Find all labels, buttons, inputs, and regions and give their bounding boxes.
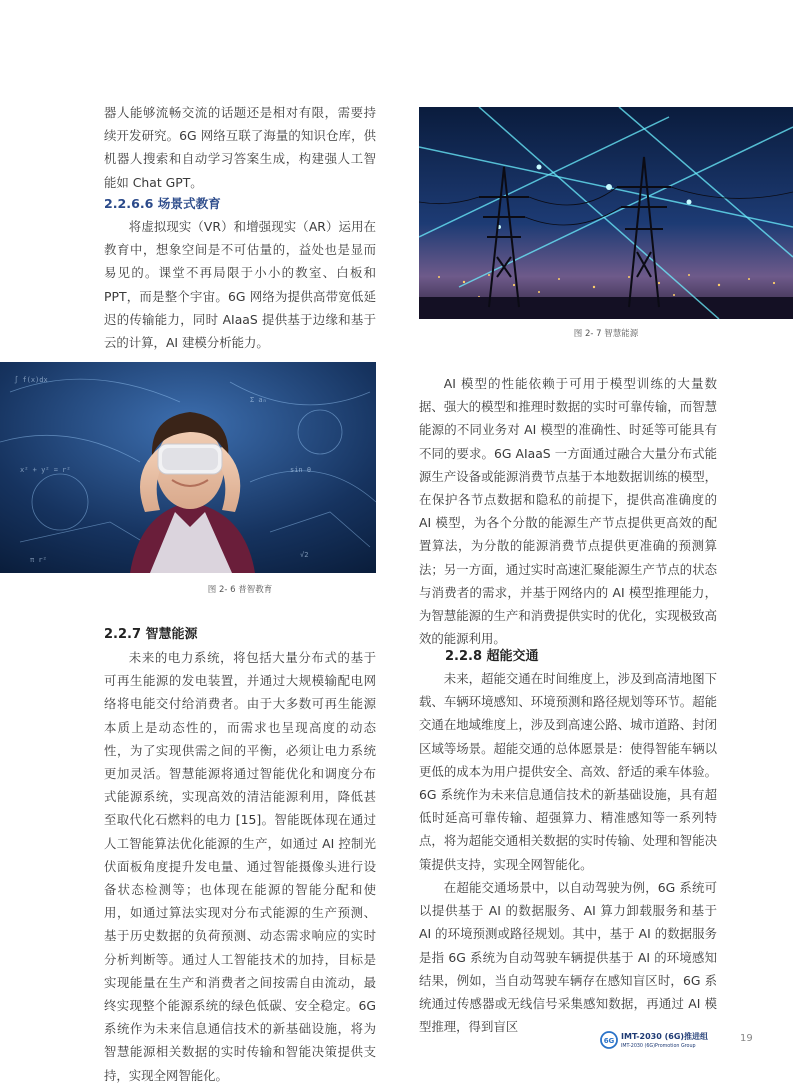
- figure-vr-education: [0, 362, 376, 573]
- svg-text:π r²: π r²: [30, 556, 47, 564]
- logo-sub-text: IMT-2030 (6G)Promotion Group: [621, 1044, 696, 1049]
- ai-model-energy-paragraph: AI 模型的性能依赖于可用于模型训练的大量数据、强大的模型和推理时数据的实时可靠传输，而智慧能源的不同业务对 AI 模型的准确性、时延等可能具有不同的要求。6G AIaaS 一方面通过融合大量分布式能源生产设备或能源消费节点基于本地数据训练的模型，在保护各节点数据和隐私的前提下，提供高准确度的 AI 模型，为各个分散的能源生产节点提供更高效的配置算法，为分散的能源消费节点提供更准确的预测算法；另一方面，通过实时高速汇聚能源生产节点的状态与消费者的需求，并基于网络内的 AI 模型推理能力，为智慧能源的生产和消费提供实时的优化，实现极致高效的能源利用。: [419, 376, 717, 647]
- figure-7-caption: 图 2- 7 智慧能源: [573, 329, 639, 339]
- section-heading-super-traffic: 2.2.8 超能交通: [445, 649, 539, 664]
- imt2030-logo: [600, 1029, 730, 1051]
- section-heading-scene-education: 2.2.6.6 场景式教育: [104, 196, 221, 211]
- svg-text:Σ aₙ: Σ aₙ: [250, 396, 267, 404]
- smart-energy-illustration: [419, 107, 793, 319]
- figure-6-caption: 图 2- 6 普智教育: [207, 585, 273, 595]
- smart-energy-paragraph: 未来的电力系统，将包括大量分布式的基于可再生能源的发电装置，并通过大规模输配电网络将电能交付给消费者。由于大多数可再生能源本质上是动态性的，而需求也呈现高度的动态性，为了实现供需之间的平衡，必须让电力系统更加灵活。智慧能源将通过智能优化和调度分布式能源系统，实现高效的清洁能源利用，降低甚至取代化石燃料的电力 [15]。智能既体现在通过人工智能算法优化能源的生产，如通过 AI 控制光伏面板角度提升发电量、通过智能摄像头进行设备状态检测等；也体现在能源的智能分配和使用，如通过算法实现对分布式能源的生产预测、基于历史数据的负荷预测、动态需求响应的实时分析判断等。通过人工智能技术的加持，目标是实现能量在生产和消费者之间按需自由流动，最终实现整个能源系统的绿色低碳、安全稳定。6G 系统作为未来信息通信技术的新基础设施，将为智慧能源相关数据的实时传输和智能决策提供支持，实现全网智能化。: [104, 650, 376, 1083]
- page-number: 19: [740, 1033, 753, 1044]
- svg-text:sin θ: sin θ: [290, 466, 312, 474]
- svg-text:√2: √2: [300, 551, 309, 559]
- left-intro-paragraph: 器人能够流畅交流的话题还是相对有限，需要持续开发研究。6G 网络互联了海量的知识仓库，供机器人搜索和自动学习答案生成，构建强人工智能如 Chat GPT。: [104, 105, 376, 190]
- vr-education-illustration: [0, 362, 376, 573]
- svg-text:x² + y² = r²: x² + y² = r²: [20, 466, 71, 474]
- section-heading-smart-energy: 2.2.7 智慧能源: [104, 627, 198, 642]
- figure-smart-energy: [419, 107, 793, 319]
- scene-education-paragraph: 将虚拟现实（VR）和增强现实（AR）运用在教育中，想象空间是不可估量的，益处也是显而易见的。课堂不再局限于小小的教室、白板和 PPT，而是整个宇宙。6G 网络为提供高带宽低延迟的传输能力，同时 AIaaS 提供基于边缘和基于云的计算，AI 建模分析能力。: [104, 219, 376, 351]
- logo-mark-text: 6G: [603, 1037, 615, 1045]
- super-traffic-paragraph-2: 在超能交通场景中，以自动驾驶为例，6G 系统可以提供基于 AI 的数据服务、AI 算力卸载服务和基于 AI 的环境预测或路径规划。其中，基于 AI 的数据服务是指 6G 系统为自动驾驶车辆提供基于 AI 的环境感知结果，例如，当自动驾驶车辆存在感知盲区时，6G 系统通过传感器或无线信号采集感知数据，再通过 AI 模型推理，得到盲区: [419, 880, 717, 1035]
- imt2030-logo-mark: [600, 1029, 730, 1051]
- logo-main-text: IMT-2030 (6G)推进组: [621, 1032, 709, 1041]
- svg-text:∫ f(x)dx: ∫ f(x)dx: [14, 376, 48, 384]
- super-traffic-paragraph-1: 未来，超能交通在时间维度上，涉及到高清地图下载、车辆环境感知、环境预测和路径规划等环节。超能交通在地域维度上，涉及到高速公路、城市道路、封闭区域等场景。超能交通的总体愿景是：使得智能车辆以更低的成本为用户提供安全、高效、舒适的乘车体验。6G 系统作为未来信息通信技术的新基础设施，具有超低时延高可靠传输、超强算力、精准感知等一系列特点，将为超能交通相关数据的实时传输、处理和智能决策提供支持，实现全网智能化。: [419, 671, 717, 872]
